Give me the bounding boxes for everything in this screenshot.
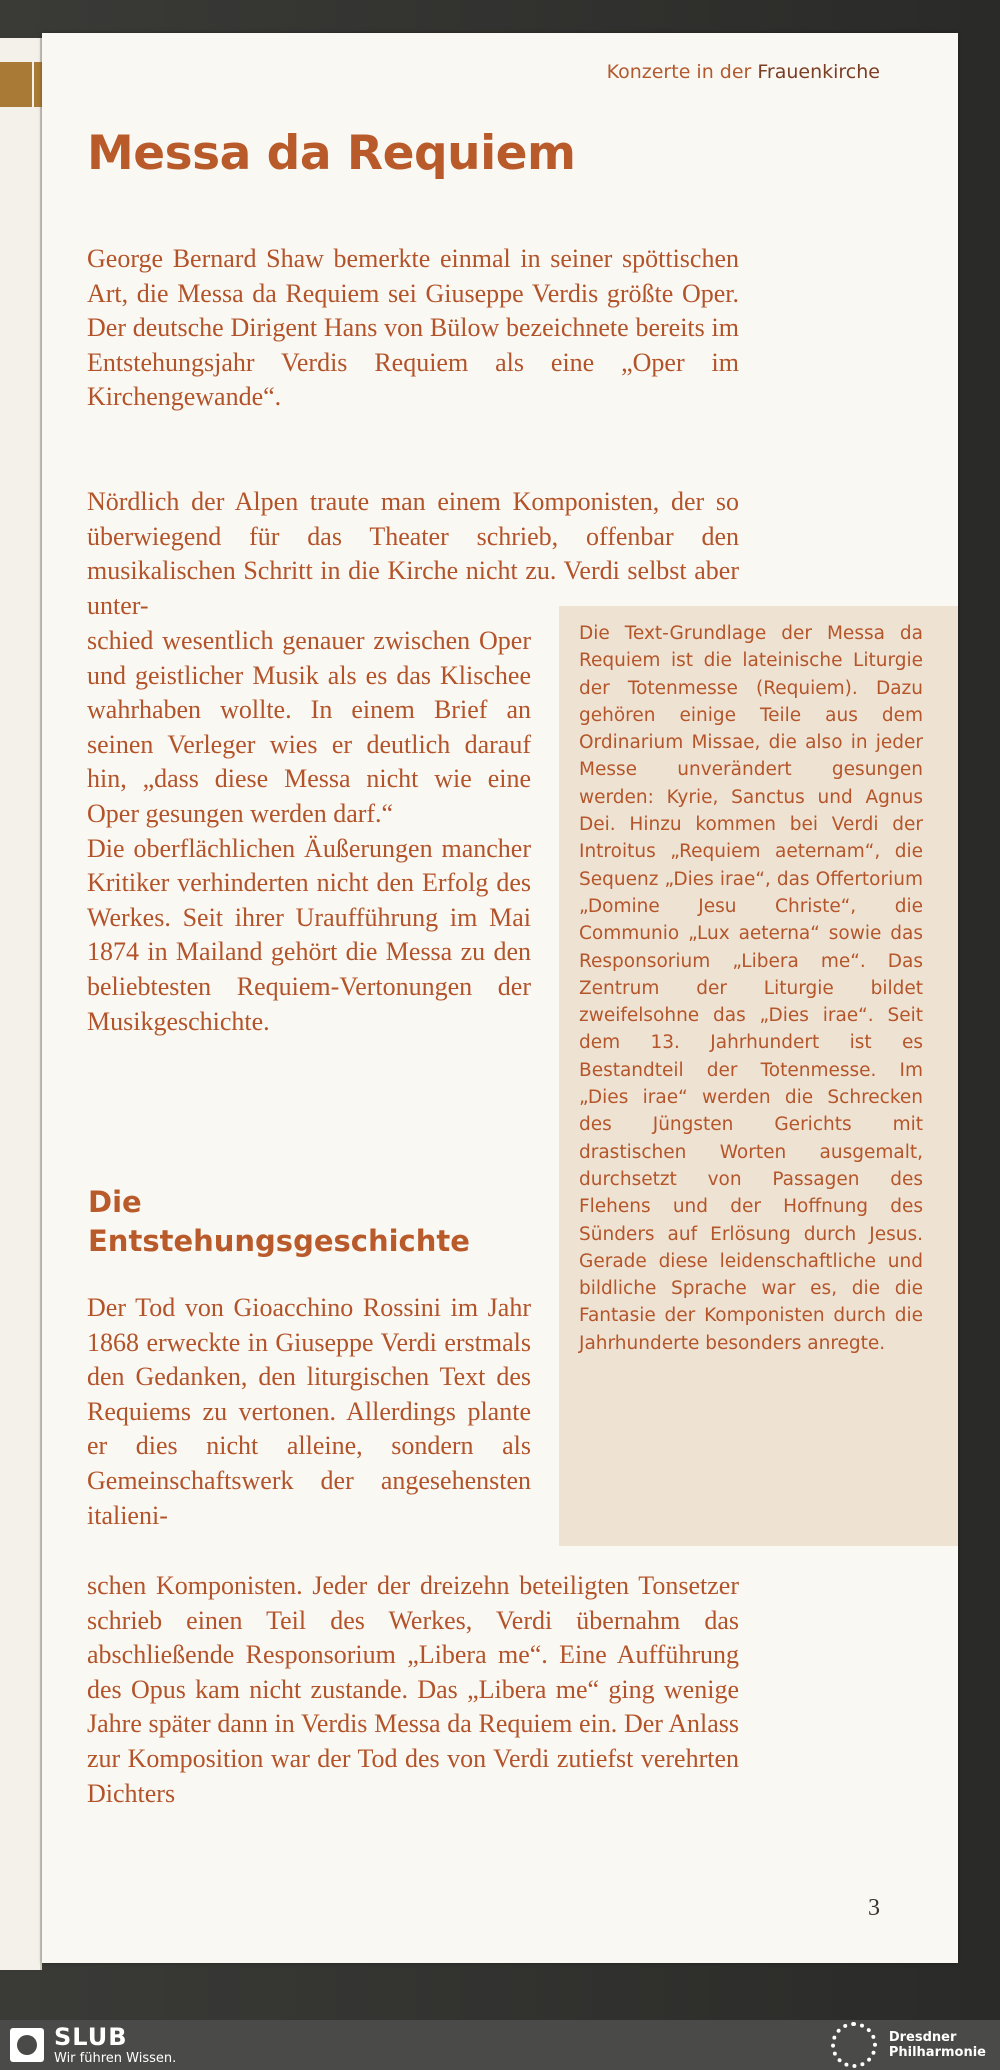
paragraph-letter-quote: schied wesentlich genauer zwischen Oper und geistlicher Musik als es das Klischee wahrhaben wollte. In einem Brief an seinen Verleger wies er deutlich darauf hin, „dass diese Messa nicht wie eine Oper gesungen werden darf.“ bbox=[87, 626, 531, 828]
sidebar-box bbox=[559, 606, 958, 1546]
paragraph-critics: Die oberflächlichen Äußerungen mancher Kritiker verhinderten nicht den Erfolg des Werkes. Seit ihrer Uraufführung im Mai 1874 in Mailand gehört die Messa zu den beliebtesten Requiem-Vertonungen der Musikgeschichte. bbox=[87, 833, 531, 1036]
partner-branding[interactable] bbox=[831, 2022, 1000, 2068]
paragraph-intro: George Bernard Shaw bemerkte einmal in seiner spöttischen Art, die Messa da Requiem sei Giuseppe Verdis größte Oper. Der deutsche Dirigent Hans von Bülow bezeichnete bereits im Entstehungsjahr Verdis Requiem als eine „Oper im Kirchengewande“. bbox=[87, 244, 739, 412]
article-title: Messa da Requiem bbox=[87, 126, 576, 181]
paragraph-north-of-alps: Nördlich der Alpen traute man einem Komponisten, der so überwiegend für das Theater schrieb, offenbar den musikalischen Schritt in die Kirche nicht zu. Verdi selbst aber unter- bbox=[87, 487, 739, 620]
document-page bbox=[42, 33, 958, 1963]
slub-logo-icon bbox=[10, 2028, 44, 2062]
paragraph-rossini: Der Tod von Gioacchino Rossini im Jahr 1868 erweckte in Giuseppe Verdi erstmals den Gedanken, den liturgischen Text des Requiems zu vertonen. Allerdings plante er dies nicht alleine, sondern als Gemeinschaftswerk der angesehensten italieni- bbox=[87, 1293, 531, 1530]
paragraph-composers: schen Komponisten. Jeder der dreizehn beteiligten Tonsetzer schrieb einen Teil des Werkes, Verdi übernahm das abschließende Responsorium „Libera me“. Eine Aufführung des Opus kam nicht zustande. Das „Libera me“ ging wenige Jahre später dann in Verdis Messa da Requiem ein. Der Anlass zur Komposition war der Tod des von Verdi zutiefst verehrten Dichters bbox=[87, 1571, 739, 1808]
sidebar-text: Die Text-Grundlage der Messa da Requiem ist die lateinische Liturgie der Totenmesse (Requiem). Dazu gehören einige Teile aus dem Ordinarium Missae, die also in jeder Messe unverändert gesungen werden: Kyrie, Sanctus und Agnus Dei. Hinzu kommen bei Verdi der Introitus „Requiem aeternam“, die Sequenz „Dies irae“, das Offertorium „Domine Jesu Christe“, die Communio „Lux aeterna“ sowie das Responsorium „Libera me“. Das Zentrum der Liturgie bildet zweifelsohne das „Dies irae“. Seit dem 13. Jahrhundert ist es Bestandteil der Totenmesse. Im „Dies irae“ werden die Schrecken des Jüngsten Gerichts mit drastischen Worten ausgemalt, durchsetzt von Passagen des Flehens und der Hoffnung des Sünders auf Erlösung durch Jesus. Gerade diese leidenschaftliche und bildliche Sprache war es, die die Fantasie der Komponisten durch die Jahrhunderte besonders anregte. bbox=[579, 623, 923, 1354]
paragraph-continued bbox=[87, 624, 531, 1039]
running-head-accent: Frauenkirche bbox=[757, 61, 880, 83]
facing-page-edge bbox=[0, 38, 42, 1970]
running-head bbox=[607, 61, 880, 83]
page-number: 3 bbox=[868, 1895, 880, 1921]
viewer-footer bbox=[0, 2020, 1000, 2070]
running-head-text: Konzerte in der bbox=[606, 61, 752, 83]
slub-text-block bbox=[54, 2025, 176, 2065]
slub-tagline: Wir führen Wissen. bbox=[54, 2051, 177, 2066]
slub-name: SLUB bbox=[54, 2023, 128, 2051]
section-heading-history: Die Entstehungsgeschichte bbox=[88, 1185, 470, 1258]
philharmonie-logo-icon bbox=[831, 2022, 877, 2068]
slub-branding[interactable] bbox=[0, 2025, 176, 2065]
partner-name: Dresdner Philharmonie bbox=[888, 2030, 986, 2060]
